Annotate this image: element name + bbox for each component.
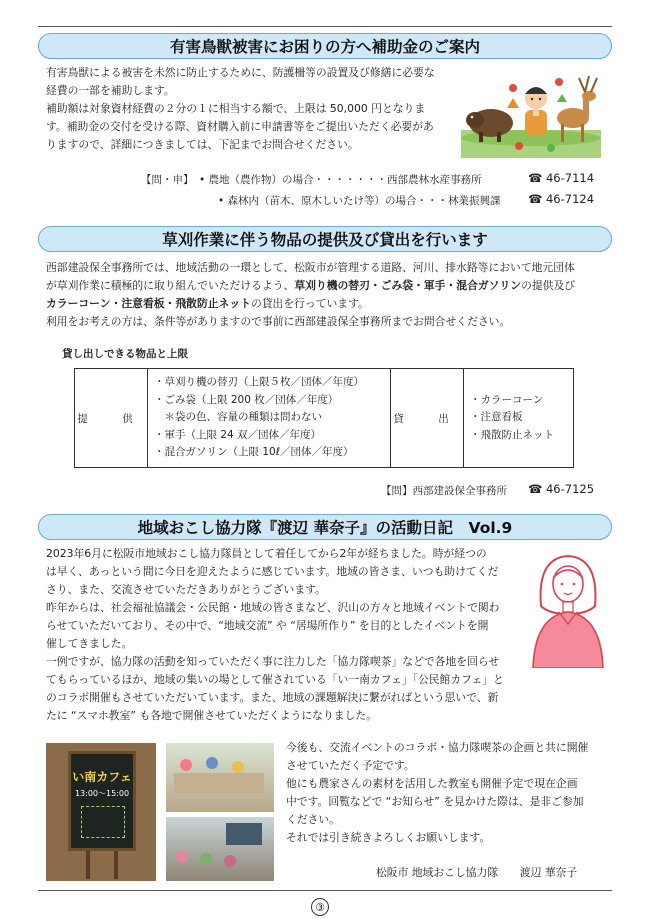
section1-line-4: す。補助金の交付を受ける際、資材購入前に申請書等をご提出いただく必要があ	[46, 120, 434, 133]
section2-line-2a: が草刈作業に積極的に取り組んでいただけるよう、	[46, 279, 295, 292]
section3-line-2: は早く、あっという間に今日を迎えたように感じています。地域の皆さま、いつも助けてくだ	[46, 565, 499, 578]
portrait-illustration	[527, 548, 609, 668]
provide-item: ・軍手（上限 24 双／団体／年度）	[154, 428, 322, 441]
page-number: ③	[311, 898, 329, 916]
person-shape	[206, 757, 218, 769]
provide-label: 提 供	[75, 369, 148, 468]
section2-line-3	[46, 295, 369, 313]
section3-line-8: てもらっているほか、地域の集いの場として催されている「い一南カフェ」「公民館カフェ」と	[46, 673, 504, 686]
lend-item: ・注意看板	[470, 411, 523, 424]
sign-time: 13:00～15:00	[74, 789, 130, 798]
section3-line-3: さり、また、交流させていただきありがとうございます。	[46, 583, 326, 596]
lending-table	[74, 368, 574, 468]
person-shape	[176, 851, 188, 863]
section3-line-6: 催してきました。	[46, 637, 133, 650]
section2-line-2	[46, 277, 575, 295]
section2-items-lent: カラーコーン・注意看板・飛散防止ネット	[46, 297, 251, 310]
section3-line-1: 2023年6月に松阪市地域おこし協力隊員として着任してから2年が経ちました。時が経つの	[46, 547, 487, 560]
section1-phone-2: ☎ 46-7124	[528, 192, 595, 206]
sign-title: い南カフェ	[72, 770, 132, 784]
section1-phone-1: ☎ 46-7114	[528, 171, 595, 185]
section1-contact-prefix: 【問・申】	[141, 174, 194, 186]
easel-leg	[86, 851, 90, 879]
signature: 松阪市 地域おこし協力隊 渡辺 華奈子	[376, 866, 578, 879]
lend-item: ・カラーコーン	[470, 393, 544, 406]
section1-line-2: 経費の一部を補助します。	[46, 84, 175, 97]
section2-items-provided: 草刈り機の替刃・ごみ袋・軍手・混合ガソリン	[294, 279, 522, 292]
table-shape	[174, 773, 264, 793]
section3-right-line-2: させていただく予定です。	[286, 759, 415, 772]
section3-title: 地域おこし協力隊『渡辺 華奈子』の活動日記 Vol.9	[137, 519, 513, 537]
section3-right-line-6: それでは引き続きよろしくお願いします。	[286, 831, 491, 844]
table-caption: 貸し出しできる物品と上限	[62, 348, 188, 360]
event-photo-1	[166, 743, 274, 812]
section3-right-line-5: ください。	[286, 813, 340, 826]
provide-items	[148, 369, 391, 468]
provide-item: ・草刈り機の替刃（上限５枚／団体／年度）	[154, 376, 364, 389]
section3-line-7: 一例ですが、協力隊の活動を知っていただく事に注力した「協力隊喫茶」などで各地を回らせ	[46, 655, 500, 668]
section2-header	[38, 226, 612, 252]
section3-line-9: のコラボ開催もさせていただいています。また、地域の課題解決に繋がればという思いで、新	[46, 691, 499, 704]
section3-right-line-4: 中です。回覧などで “お知らせ” を見かけた際は、是非ご参加	[286, 795, 584, 808]
section2-title: 草刈作業に伴う物品の提供及び貸出を行います	[162, 231, 488, 249]
lend-item: ・飛散防止ネット	[470, 428, 554, 441]
section2-contact: 【問】西部建設保全事務所	[381, 485, 507, 497]
lend-items	[464, 369, 574, 468]
section1-title: 有害鳥獣被害にお困りの方へ補助金のご案内	[169, 38, 480, 56]
person-shape	[232, 761, 244, 773]
section3-right-line-3: 他にも農家さんの素材を活用した教室も開催予定で現在企画	[286, 777, 578, 790]
section1-header	[38, 33, 612, 59]
section1-line-1: 有害鳥獣による被害を未然に防止するために、防護柵等の設置及び修繕に必要な	[46, 66, 435, 79]
section2-line-3b: の貸出を行っています。	[250, 297, 369, 310]
wildlife-damage-illustration	[461, 68, 601, 158]
section3-header	[38, 514, 612, 540]
chalkboard-sign	[68, 751, 136, 851]
top-rule	[38, 26, 612, 27]
section1-contact-1: • 農地（農作物）の場合・・・・・・・西部農林水産事務所	[199, 174, 482, 186]
section2-line-2c: の提供及び	[521, 279, 576, 292]
section2-line-1: 西部建設保全事務所では、地域活動の一環として、松阪市が管理する道路、河川、排水路等において地元団体	[46, 261, 575, 274]
provide-item: ＊袋の色、容量の種類は問わない	[154, 411, 322, 424]
person-shape	[200, 853, 212, 865]
provide-item: ・ごみ袋（上限 200 枚／団体／年度）	[154, 393, 339, 406]
section1-contact-2: • 森林内（苗木、原木しいたけ等）の場合・・・林業振興課	[218, 195, 501, 207]
section1-line-5: りますので、詳細につきましては、下記までお問合せください。	[46, 138, 359, 151]
easel-leg	[114, 851, 118, 879]
section3-right-line-1: 今後も、交流イベントのコラボ・協力隊喫茶の企画と共に開催	[286, 741, 589, 754]
section3-line-4: 昨年からは、社会福祉協議会・公民館・地域の皆さまなど、沢山の方々と地域イベントで関わ	[46, 601, 500, 614]
provide-item: ・混合ガソリン（上限 10ℓ／団体／年度）	[154, 446, 354, 459]
person-shape	[224, 855, 236, 867]
cafe-sign-photo	[46, 743, 156, 881]
lend-label: 貸 出	[391, 369, 464, 468]
farmer-icon	[525, 87, 547, 136]
event-photo-2	[166, 817, 274, 881]
section2-phone: ☎ 46-7125	[528, 482, 595, 496]
section3-line-5: らせていただいており、その中で、“地域交流” や “居場所作り” を目的としたイベントを開	[46, 619, 489, 632]
sign-doodle	[81, 806, 125, 838]
screen-shape	[226, 823, 262, 845]
bottom-rule	[38, 890, 612, 891]
section3-line-10: たに “スマホ教室” も各地で開催させていただくようになりました。	[46, 709, 377, 722]
section2-line-4: 利用をお考えの方は、条件等がありますので事前に西部建設保全事務所までお問合せください。	[46, 315, 511, 328]
section1-line-3: 補助額は対象資材経費の２分の１に相当する額で、上限は 50,000 円となりま	[46, 102, 426, 115]
person-shape	[180, 759, 192, 771]
